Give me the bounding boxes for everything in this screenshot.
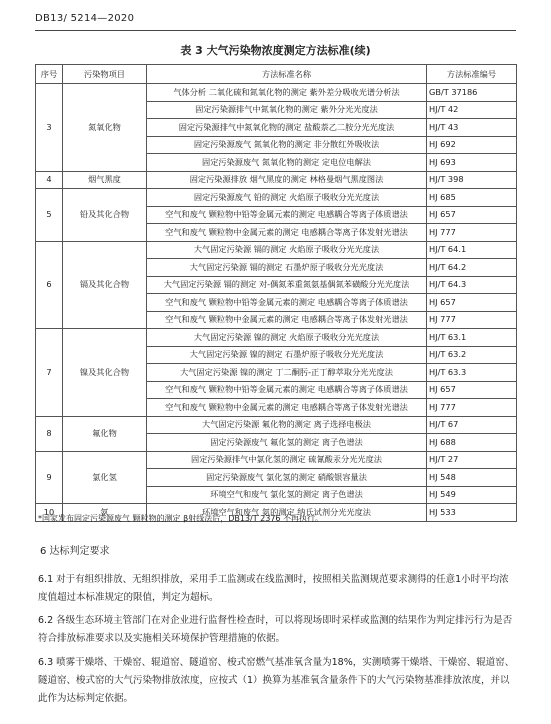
row-method-name: 大气固定污染源 镉的测定 石墨炉原子吸收分光光度法 — [147, 259, 427, 277]
row-pollutant: 烟气黑度 — [63, 171, 147, 189]
row-method-name: 空气和废气 颗粒物中金属元素的测定 电感耦合等离子体发射光谱法 — [147, 399, 427, 417]
table-row — [36, 189, 517, 207]
col-header-pollutant: 污染物项目 — [63, 65, 147, 84]
row-pollutant: 氟化物 — [63, 416, 147, 451]
row-method-code: HJ 688 — [427, 434, 517, 452]
col-header-seq: 序号 — [36, 65, 63, 84]
row-method-name: 环境空气和废气 氯化氢的测定 离子色谱法 — [147, 486, 427, 504]
table-row — [36, 416, 517, 434]
row-seq: 7 — [36, 329, 63, 417]
row-method-name: 大气固定污染源 镍的测定 石墨炉原子吸收分光光度法 — [147, 346, 427, 364]
row-method-code: HJ 657 — [427, 381, 517, 399]
header-divider — [35, 30, 516, 31]
table-row — [36, 451, 517, 469]
row-method-name: 大气固定污染源 镍的测定 丁二酮肟-正丁醇萃取分光光度法 — [147, 364, 427, 382]
row-method-code: HJ/T 63.2 — [427, 346, 517, 364]
row-seq: 4 — [36, 171, 63, 189]
table-row — [36, 84, 517, 102]
row-method-name: 固定污染源废气 氮氧化物的测定 定电位电解法 — [147, 154, 427, 172]
row-method-code: HJ 693 — [427, 154, 517, 172]
row-method-name: 固定污染源废气 铅的测定 火焰原子吸收分光光度法 — [147, 189, 427, 207]
row-method-code: HJ 548 — [427, 469, 517, 487]
row-method-name: 空气和废气 颗粒物中铅等金属元素的测定 电感耦合等离子体质谱法 — [147, 294, 427, 312]
table-title: 表 3 大气污染物浓度测定方法标准(续) — [180, 44, 371, 57]
table-header-row — [36, 65, 517, 84]
row-method-name: 气体分析 二氧化硫和氮氧化物的测定 紫外差分吸收光谱分析法 — [147, 84, 427, 102]
row-seq: 9 — [36, 451, 63, 504]
row-method-code: HJ 777 — [427, 224, 517, 242]
row-method-code: HJ/T 43 — [427, 119, 517, 137]
row-pollutant: 铅及其化合物 — [63, 189, 147, 242]
row-method-code: HJ 777 — [427, 399, 517, 417]
row-method-code: HJ 533 — [427, 504, 517, 522]
row-seq: 3 — [36, 84, 63, 172]
paragraph-6-2: 6.2 各级生态环境主管部门在对企业进行监督性检查时，可以将现场即时采样或监测的结果作为判定排污行为是否符合排放标准要求以及实施相关环境保护管理措施的依据。 — [38, 615, 513, 644]
row-method-code: HJ/T 42 — [427, 101, 517, 119]
row-pollutant: 镍及其化合物 — [63, 329, 147, 417]
row-method-name: 大气固定污染源 氟化物的测定 离子选择电极法 — [147, 416, 427, 434]
row-method-name: 固定污染源排气中氮氧化物的测定 盐酸萘乙二胺分光光度法 — [147, 119, 427, 137]
row-pollutant: 氯化氢 — [63, 451, 147, 504]
row-method-name: 大气固定污染源 镉的测定 对-偶氮苯重氮氨基偶氮苯磺酸分光光度法 — [147, 276, 427, 294]
row-method-name: 固定污染源排放 烟气黑度的测定 林格曼烟气黑度图法 — [147, 171, 427, 189]
row-method-code: HJ 685 — [427, 189, 517, 207]
col-header-code: 方法标准编号 — [427, 65, 517, 84]
row-method-name: 固定污染源废气 氮氧化物的测定 非分散红外吸收法 — [147, 136, 427, 154]
row-method-name: 空气和废气 颗粒物中铅等金属元素的测定 电感耦合等离子体质谱法 — [147, 381, 427, 399]
row-method-name: 空气和废气 颗粒物中金属元素的测定 电感耦合等离子体发射光谱法 — [147, 224, 427, 242]
table-row — [36, 171, 517, 189]
row-pollutant: 镉及其化合物 — [63, 241, 147, 329]
table-footnote: *国家发布固定污染源废气 颗粒物的测定 β射线法后，DB13/T 2376 不再执行。 — [38, 514, 324, 523]
row-method-code: HJ/T 63.1 — [427, 329, 517, 347]
row-method-name: 空气和废气 颗粒物中铅等金属元素的测定 电感耦合等离子体质谱法 — [147, 206, 427, 224]
row-method-name: 固定污染源废气 氟化氢的测定 离子色谱法 — [147, 434, 427, 452]
table-body — [36, 84, 517, 522]
method-standards-table — [35, 64, 517, 522]
row-method-name: 空气和废气 颗粒物中金属元素的测定 电感耦合等离子体发射光谱法 — [147, 311, 427, 329]
row-method-code: HJ/T 398 — [427, 171, 517, 189]
paragraph-6-1: 6.1 对于有组织排放、无组织排放，采用手工监测或在线监测时，按照相关监测规范要求测得的任意1小时平均浓度值超过本标准规定的限值，判定为超标。 — [38, 574, 509, 603]
table-row — [36, 241, 517, 259]
row-method-name: 大气固定污染源 镍的测定 火焰原子吸收分光光度法 — [147, 329, 427, 347]
row-seq: 10 — [36, 504, 63, 522]
row-method-code: HJ 549 — [427, 486, 517, 504]
row-method-code: GB/T 37186 — [427, 84, 517, 102]
paragraph-6-3: 6.3 喷雾干燥塔、干燥窑、辊道窑、隧道窑、梭式窑燃气基准氧含量为18%，实测喷雾干燥塔、干燥窑、辊道窑、隧道窑、梭式窑的大气污染物排放浓度，应按式（1）换算为基准氧含量条件下的大气污染物基准排放浓度，并以此作为达标判定依据。 — [38, 657, 515, 704]
row-method-code: HJ/T 64.3 — [427, 276, 517, 294]
row-method-code: HJ 657 — [427, 206, 517, 224]
section-title: 6 达标判定要求 — [40, 546, 110, 557]
row-method-name: 环境空气和废气 氨的测定 纳氏试剂分光光度法 — [147, 504, 427, 522]
row-pollutant: 氨 — [63, 504, 147, 522]
row-method-name: 固定污染源排气中氮氧化物的测定 紫外分光光度法 — [147, 101, 427, 119]
row-method-code: HJ/T 63.3 — [427, 364, 517, 382]
row-method-code: HJ 657 — [427, 294, 517, 312]
table-row — [36, 329, 517, 347]
row-method-code: HJ/T 64.2 — [427, 259, 517, 277]
row-seq: 5 — [36, 189, 63, 242]
row-method-code: HJ/T 67 — [427, 416, 517, 434]
col-header-method: 方法标准名称 — [147, 65, 427, 84]
row-method-name: 大气固定污染源 镉的测定 火焰原子吸收分光光度法 — [147, 241, 427, 259]
row-seq: 6 — [36, 241, 63, 329]
row-method-code: HJ 692 — [427, 136, 517, 154]
row-method-code: HJ/T 64.1 — [427, 241, 517, 259]
row-method-code: HJ 777 — [427, 311, 517, 329]
row-seq: 8 — [36, 416, 63, 451]
document-code: DB13/ 5214—2020 — [35, 13, 135, 24]
row-method-name: 固定污染源废气 氯化氢的测定 硝酸银容量法 — [147, 469, 427, 487]
row-method-name: 固定污染源排气中氯化氢的测定 硫氰酸汞分光光度法 — [147, 451, 427, 469]
row-method-code: HJ/T 27 — [427, 451, 517, 469]
row-pollutant: 氮氧化物 — [63, 84, 147, 172]
